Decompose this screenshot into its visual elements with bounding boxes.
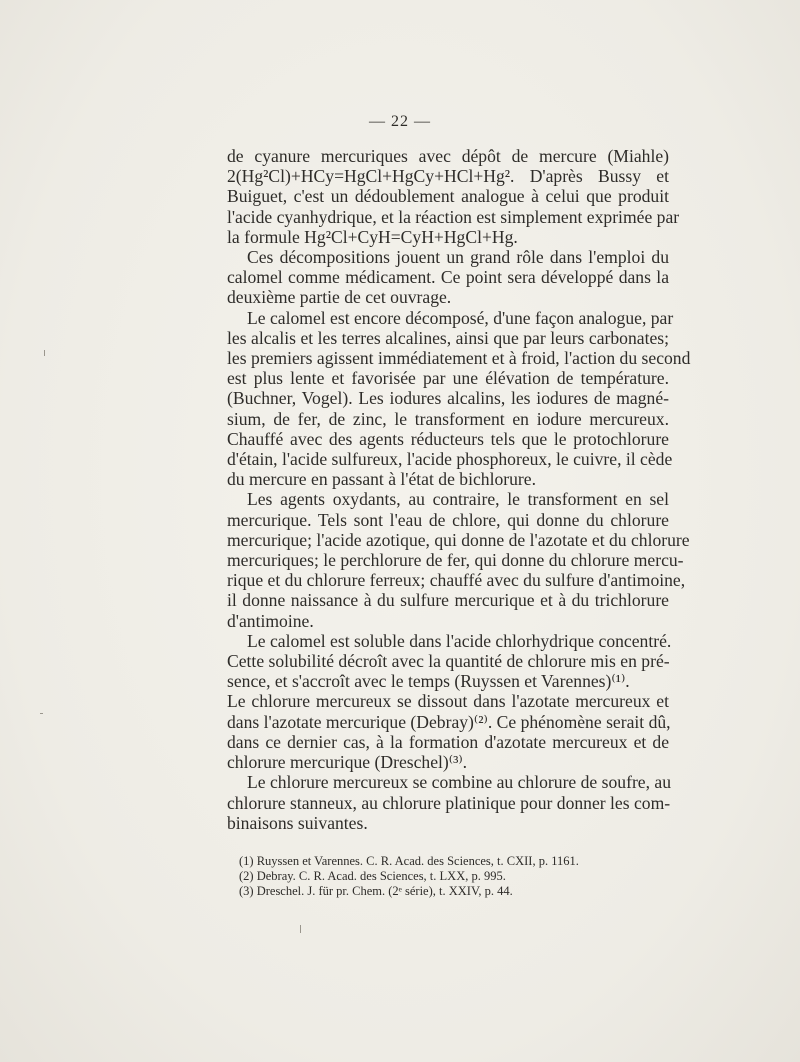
footnote: (3) Dreschel. J. für pr. Chem. (2ᵉ série), t. XXIV, p. 44. xyxy=(239,884,513,898)
text-line: l'acide cyanhydrique, et la réaction est simplement exprimée par xyxy=(227,206,680,227)
paragraph xyxy=(227,772,672,833)
text-line: sence, et s'accroît avec le temps (Ruyssen et Varennes)⁽¹⁾. xyxy=(227,671,630,692)
text-line: d'antimoine. xyxy=(227,610,314,631)
paragraph xyxy=(227,307,691,490)
text-line: les alcalis et les terres alcalines, ainsi que par leurs carbonates; xyxy=(227,327,669,348)
text-line: Le calomel est encore décomposé, d'une façon analogue, par xyxy=(247,307,674,328)
text-line: d'étain, l'acide sulfureux, l'acide phosphoreux, le cuivre, il cède xyxy=(227,449,673,470)
text-line: Le calomel est soluble dans l'acide chlorhydrique concentré. xyxy=(247,630,672,651)
paragraph xyxy=(227,691,669,772)
text-line: (Buchner, Vogel). Les iodures alcalins, les iodures de magné- xyxy=(227,388,669,409)
text-line: est plus lente et favorisée par une élévation de température. xyxy=(227,368,669,389)
text-line: Ces décompositions jouent un grand rôle dans l'emploi du xyxy=(247,247,669,268)
text-line: mercuriques; le perchlorure de fer, qui donne du chlorure mercu- xyxy=(227,550,684,571)
text-line: la formule Hg²Cl+CyH=CyH+HgCl+Hg. xyxy=(227,226,518,247)
text-line: Le chlorure mercureux se dissout dans l'azotate mercureux et xyxy=(227,691,669,712)
scan-mark xyxy=(40,713,43,714)
page-number: — 22 — xyxy=(369,113,431,130)
text-line: binaisons suivantes. xyxy=(227,812,368,833)
text-line: sium, de fer, de zinc, le transforment en iodure mercureux. xyxy=(227,408,669,429)
text-line: chlorure mercurique (Dreschel)⁽³⁾. xyxy=(227,752,468,773)
text-line: deuxième partie de cet ouvrage. xyxy=(227,287,452,308)
text-line: Cette solubilité décroît avec la quantité de chlorure mis en pré- xyxy=(227,651,670,672)
paragraph xyxy=(227,247,669,308)
text-line: rique et du chlorure ferreux; chauffé avec du sulfure d'antimoine, xyxy=(227,570,686,591)
text-line: Les agents oxydants, au contraire, le transforment en sel xyxy=(247,489,669,510)
paragraph xyxy=(227,146,680,247)
text-line: dans l'azotate mercurique (Debray)⁽²⁾. Ce phénomène serait dû, xyxy=(227,711,671,732)
text-line: Le chlorure mercureux se combine au chlorure de soufre, au xyxy=(247,772,672,793)
paragraph xyxy=(227,630,672,692)
text-line: Chauffé avec des agents réducteurs tels que le protochlorure xyxy=(227,428,669,449)
text-line: Buiguet, c'est un dédoublement analogue à celui que produit xyxy=(227,186,669,207)
text-line: mercurique; l'acide azotique, qui donne de l'azotate et du chlorure xyxy=(227,529,690,550)
text-line: du mercure en passant à l'état de bichlorure. xyxy=(227,469,536,490)
text-line: il donne naissance à du sulfure mercurique et à du trichlorure xyxy=(227,590,669,611)
footnote: (2) Debray. C. R. Acad. des Sciences, t. LXX, p. 995. xyxy=(239,869,506,883)
text-line: mercurique. Tels sont l'eau de chlore, qui donne du chlorure xyxy=(227,509,669,530)
paragraph xyxy=(227,489,690,631)
text-line: dans ce dernier cas, à la formation d'azotate mercureux et de xyxy=(227,731,669,752)
body-text xyxy=(227,146,691,833)
text-line: de cyanure mercuriques avec dépôt de mercure (Miahle) xyxy=(227,146,669,166)
footnote: (1) Ruyssen et Varennes. C. R. Acad. des Sciences, t. CXII, p. 1161. xyxy=(239,854,579,868)
scan-mark xyxy=(300,925,301,933)
footnotes xyxy=(239,854,679,899)
scan-mark xyxy=(44,350,45,356)
text-line: les premiers agissent immédiatement et à froid, l'action du second xyxy=(227,348,691,369)
text-line: calomel comme médicament. Ce point sera développé dans la xyxy=(227,267,669,288)
text-line: 2(Hg²Cl)+HCy=HgCl+HgCy+HCl+Hg². D'après Bussy et xyxy=(227,166,669,187)
text-line: chlorure stanneux, au chlorure platinique pour donner les com- xyxy=(227,792,671,813)
